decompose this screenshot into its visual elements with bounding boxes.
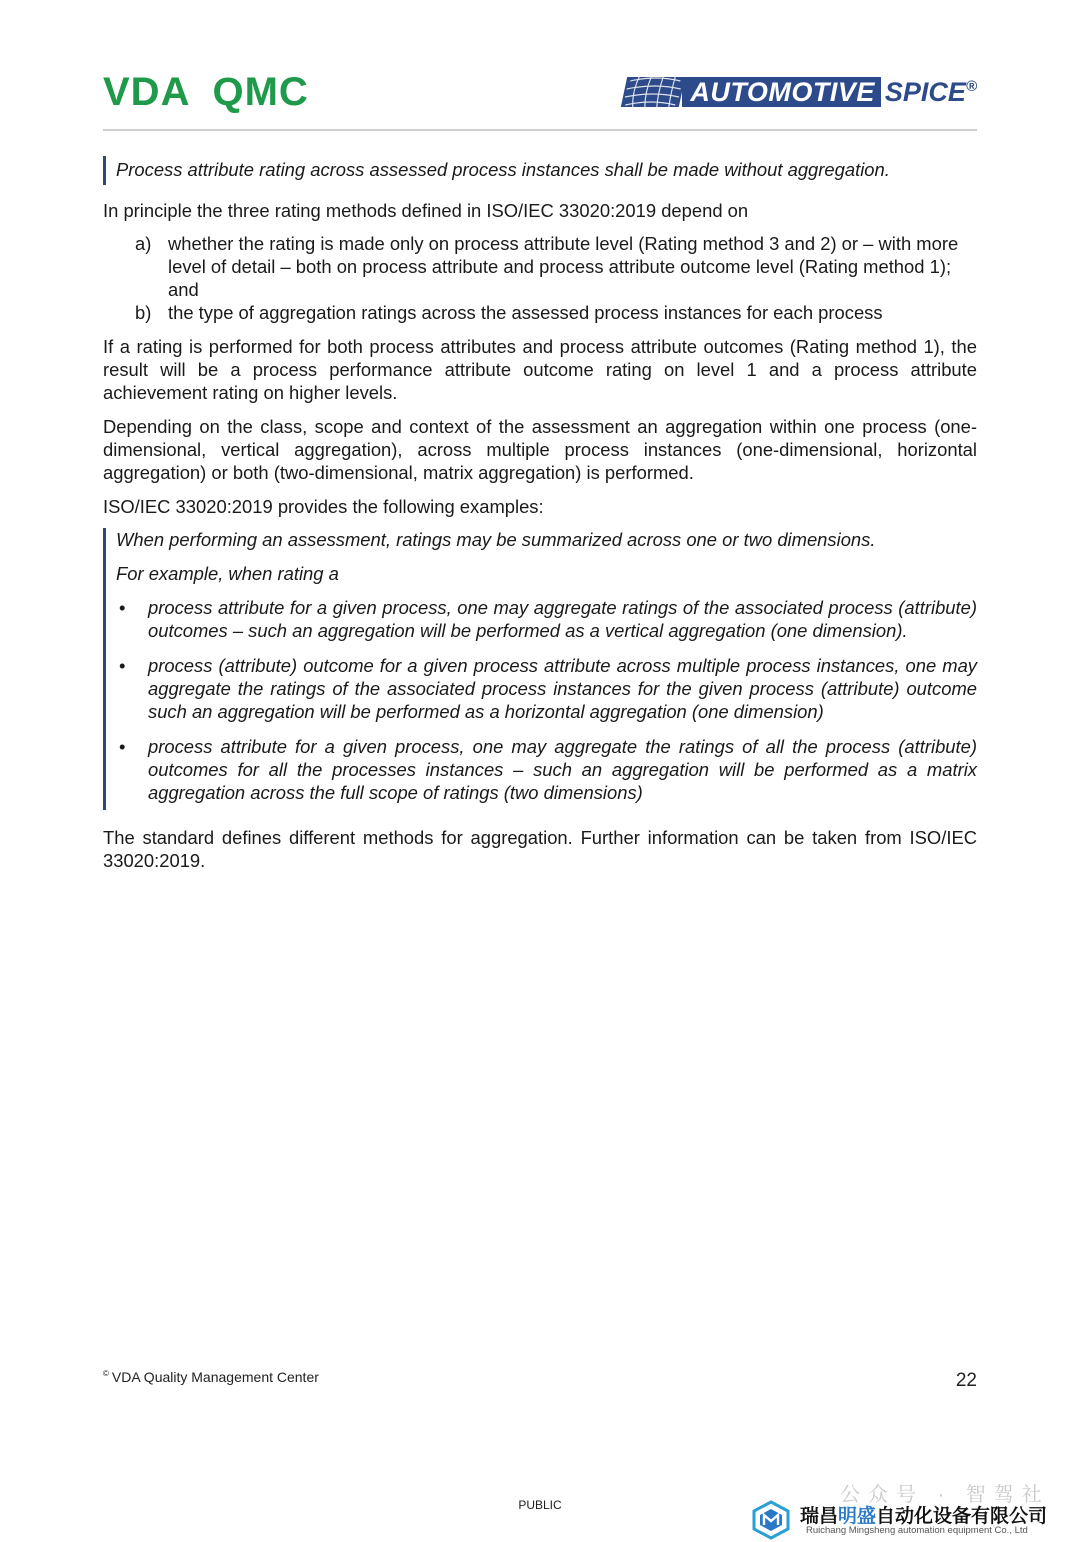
standard-paragraph: The standard defines different methods for aggregation. Further information can be taken from ISO/IEC 33020:2019.	[103, 827, 977, 871]
vda-logo-text: VDA	[103, 70, 191, 114]
rating-paragraph: If a rating is performed for both process attributes and process attribute outcomes (Rating method 1), the result will be a process performance attribute outcome rating on level 1 and a process attribute achievement rating on higher levels.	[103, 336, 977, 403]
aggregation-bullet-list	[116, 596, 977, 804]
qmc-logo-text: QMC	[212, 70, 309, 114]
bullet-icon: •	[119, 655, 126, 676]
globe-grid-icon	[621, 77, 685, 107]
list-item-text: whether the rating is made only on process attribute level (Rating method 3 and 2) or – with more level of detail – both on process attribute and process attribute outcome level (Rating method 1); and	[168, 233, 959, 300]
watermark-company-name	[800, 1501, 1047, 1528]
copyright-mark: ©	[103, 1369, 109, 1378]
watermark-cn-suffix: 自动化设备有限公司	[876, 1505, 1048, 1527]
bullet-text: process (attribute) outcome for a given process attribute across multiple process instances, one may aggregate the ratings of the associated process instances for the given process (attribute) outcome such an aggregation will be performed as a horizontal aggregation (one dimension)	[148, 655, 977, 722]
registered-mark: ®	[965, 77, 977, 95]
intro-paragraph: In principle the three rating methods defined in ISO/IEC 33020:2019 depend on	[103, 200, 749, 221]
vda-qmc-logo	[103, 70, 309, 115]
watermark-faint-text: 公众号 · 智驾社	[840, 1484, 1050, 1506]
list-item	[103, 232, 977, 301]
bullet-icon: •	[119, 597, 126, 618]
company-logo-icon	[752, 1500, 790, 1540]
iso-quote-block	[103, 528, 977, 810]
watermark-cn-prefix: 瑞昌	[800, 1505, 839, 1527]
spice-word	[881, 77, 977, 108]
list-item	[103, 301, 977, 324]
list-marker: a)	[135, 233, 152, 254]
bullet-text: process attribute for a given process, one may aggregate ratings of the associated process (attribute) outcomes – such an aggregation will be performed as a vertical aggregation (one dimension).	[148, 597, 977, 641]
bullet-item	[116, 654, 977, 723]
bullet-text: process attribute for a given process, one may aggregate the ratings of all the process (attribute) outcomes for all the processes instances – such an aggregation will be performed as a matrix aggregation across the full scope of ratings (two dimensions)	[148, 736, 977, 803]
examples-paragraph: ISO/IEC 33020:2019 provides the following examples:	[103, 496, 544, 517]
header-divider	[103, 129, 977, 131]
watermark	[752, 1478, 1080, 1542]
bullet-item	[116, 735, 977, 804]
spice-automotive-text: AUTOMOTIVE	[682, 77, 881, 107]
list-marker: b)	[135, 302, 152, 323]
quote-line: For example, when rating a	[116, 563, 339, 584]
rating-method-list	[103, 232, 977, 324]
list-item-text: the type of aggregation ratings across the assessed process instances for each process	[168, 302, 883, 323]
classification-label: PUBLIC	[518, 1498, 562, 1512]
quote-line: When performing an assessment, ratings may be summarized across one or two dimensions.	[116, 529, 876, 550]
footer-org: VDA Quality Management Center	[111, 1369, 319, 1385]
quote-aggregation-rule: Process attribute rating across assessed process instances shall be made without aggregation.	[103, 156, 977, 185]
footer-copyright	[103, 1369, 319, 1385]
page-body	[103, 156, 977, 883]
page-number: 22	[955, 1370, 977, 1391]
automotive-spice-logo	[624, 76, 977, 108]
spice-text: SPICE	[884, 76, 966, 107]
watermark-english-name: Ruichang Mingsheng automation equipment Co., Ltd	[806, 1525, 1028, 1536]
bullet-item	[116, 596, 977, 642]
page-header	[103, 70, 977, 132]
watermark-cn-highlight: 明盛	[838, 1505, 877, 1527]
aggregation-paragraph: Depending on the class, scope and context of the assessment an aggregation within one process (one-dimensional, vertical aggregation), across multiple process instances (one-dimensional, horizontal aggregation) or both (two-dimensional, matrix aggregation) is performed.	[103, 416, 977, 483]
bullet-icon: •	[119, 736, 126, 757]
